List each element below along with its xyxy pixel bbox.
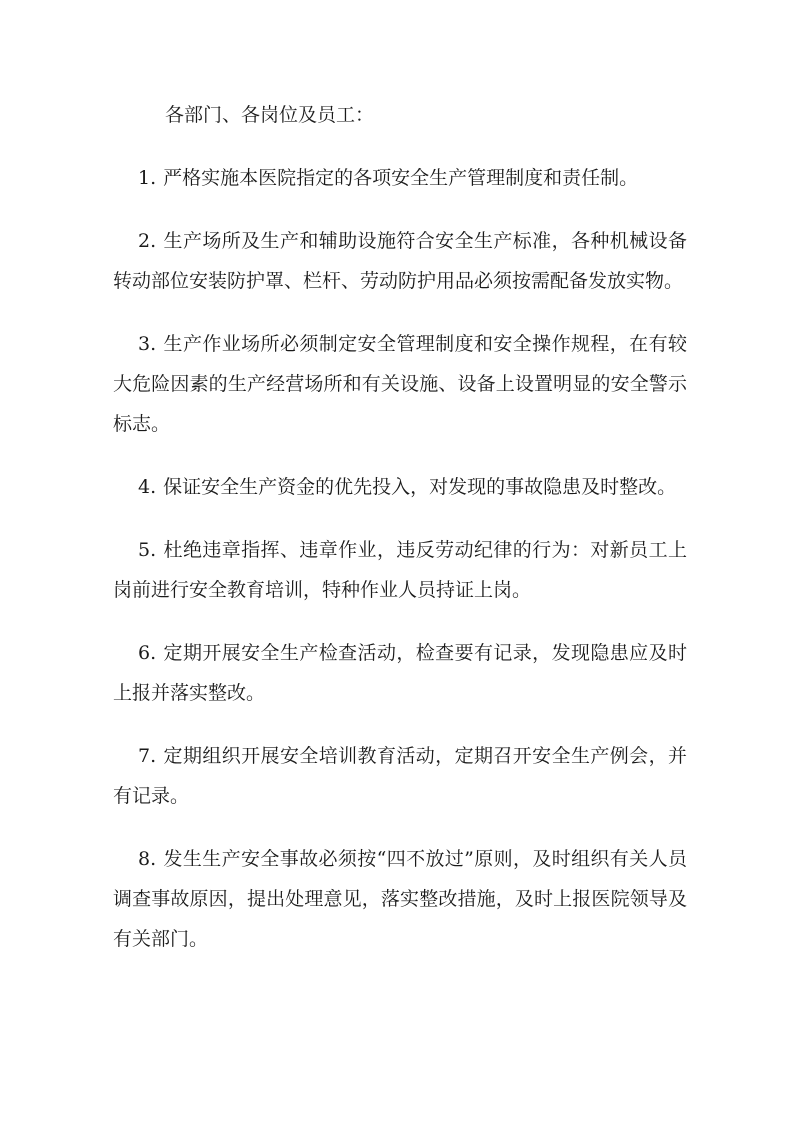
list-item-1 (113, 158, 687, 198)
list-item-text: 发生生产安全事故必须按“四不放过”原则，及时组织有关人员调查事故原因，提出处理意见，落实整改措施，及时上报医院领导及有关部门。 (113, 848, 687, 950)
list-item-text: 保证安全生产资金的优先投入，对发现的事故隐患及时整改。 (163, 476, 677, 498)
list-item-5 (113, 530, 687, 610)
list-item-6 (113, 633, 687, 713)
list-item-text: 严格实施本医院指定的各项安全生产管理制度和责任制。 (163, 167, 639, 189)
list-item-2 (113, 221, 687, 301)
list-item-number: 1. (138, 167, 157, 189)
list-item-number: 2. (138, 230, 157, 252)
list-item-number: 4. (138, 476, 157, 498)
list-item-4 (113, 467, 687, 507)
list-item-text: 生产场所及生产和辅助设施符合安全生产标准，各种机械设备转动部位安装防护罩、栏杆、劳动防护用品必须按需配备发放实物。 (113, 230, 687, 292)
list-item-text: 定期组织开展安全培训教育活动，定期召开安全生产例会，并有记录。 (113, 745, 687, 807)
list-item-text: 生产作业场所必须制定安全管理制度和安全操作规程，在有较大危险因素的生产经营场所和有关设施、设备上设置明显的安全警示标志。 (113, 333, 687, 435)
list-item-number: 6. (138, 642, 157, 664)
list-item-8 (113, 839, 687, 959)
list-item-number: 7. (138, 745, 157, 767)
list-item-3 (113, 324, 687, 444)
document-heading: 各部门、各岗位及员工： (165, 104, 375, 126)
list-item-number: 5. (138, 539, 157, 561)
list-item-7 (113, 736, 687, 816)
list-item-number: 3. (138, 333, 157, 355)
list-item-text: 杜绝违章指挥、违章作业，违反劳动纪律的行为：对新员工上岗前进行安全教育培训，特种作业人员持证上岗。 (113, 539, 687, 601)
list-item-text: 定期开展安全生产检查活动，检查要有记录，发现隐患应及时上报并落实整改。 (113, 642, 687, 704)
list-item-number: 8. (138, 848, 157, 870)
